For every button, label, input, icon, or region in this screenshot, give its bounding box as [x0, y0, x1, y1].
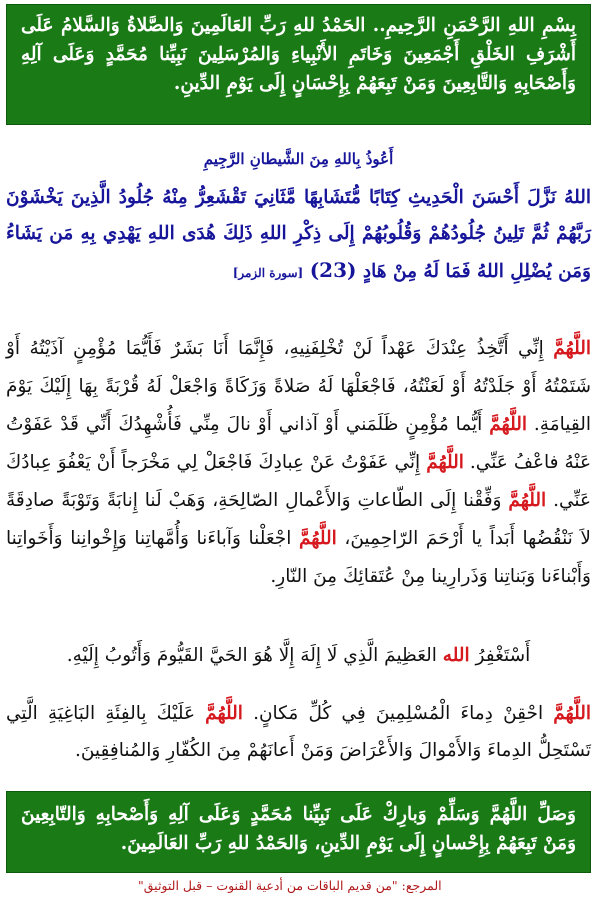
dua-text-2: أَيُّما مُؤْمِنٍ ظَلَمَني أَوْ آذاني أَوْ نالَ مِنِّي فَأُشْهِدُكَ أَنِّي قَدْ عَفَوْتُ عَنْهُ فاعْفُ عَنِّي. [6, 414, 591, 473]
allahumma-highlight: اللَّهُمَّ [508, 490, 547, 511]
allahumma-highlight: اللَّهُمَّ [426, 452, 464, 473]
dua-text-5: اجْعَلْنا وَآباءَنا وَأُمَّهاتِنا وَإِخْوانِنا وَأَخَواتِنا وَأَبْناءَنا وَبَناتِنا وَذَرارِينا مِنْ عُتَقائِكَ مِنَ النّارِ. [6, 528, 591, 587]
verse-number: (23) [309, 258, 357, 282]
dua-muslims-text-2: عَلَيْكَ بِالفِئَةِ البَاغِيَةِ الَّتِي تَسْتَحِلُّ الدِماءَ وَالأَمْوالَ وَالأَعْرَاضَ وَمَنْ أَعانَهُمْ مِنَ الكُفّارِ وَالمُنافِقِينَ. [6, 703, 591, 761]
surah-reference: [سورة الزمر] [232, 266, 304, 280]
allahumma-highlight: اللَّهُمَّ [553, 338, 591, 359]
quran-verse [6, 180, 591, 291]
dua-muslims-text-1: احْقِنْ دِماءَ الْمُسْلِمِينَ فِي كُلِّ مَكانٍ. [253, 703, 544, 724]
dua-text-1: إِنِّي أَتَّخِذُ عِنْدَكَ عَهْداً لَنْ تُخْلِفَنِيهِ، فَإِنَّمَا أَنَا بَشَرٌ فَأَيُّمَا مُؤْمِنٍ آذَيْتُهُ أَوْ شَتَمْتُهُ أَوْ جَلَدْتُهُ أَوْ لَعَنْتُهُ، فَاجْعَلْهَا لَهُ صَلاةً وَزَكَاةً وَاجْعَلْ لَهُ قُرْبَةً بِهَا إِلَيْكَ يَوْمَ القِيامَةِ. [6, 338, 591, 435]
allah-highlight: الله [442, 645, 470, 666]
allahumma-highlight: اللَّهُمَّ [205, 703, 243, 724]
dua-text-4: وَفِّقْنا إِلَى الطّاعاتِ وَالأَعْمالِ الصّالِحَةِ، وَهَبْ لَنا إِنابَةً وَتَوْبَةً صادِقَةً لاَ نَنْقُضُها أَبَداً يا أَرْحَمَ الرّاحِمِينَ، [6, 490, 591, 549]
quran-verse-text: اللهُ نَزَّلَ أَحْسَنَ الْحَدِيثِ كِتَابًا مُّتَشَابِهًا مَّثَانِيَ تَقْشَعِرُّ مِنْهُ جُلُودُ الَّذِينَ يَخْشَوْنَ رَبَّهُمْ ثُمَّ تَلِينُ جُلُودُهُمْ وَقُلُوبُهُمْ إِلَى ذِكْرِ اللهِ ذَلِكَ هُدَى اللهِ يَهْدِي بِهِ مَن يَشَاءُ وَمَن يُضْلِلِ اللهُ فَمَا لَهُ مِنْ هَادٍ [6, 187, 591, 282]
isti-adha-heading: أَعُوذُ بِاللهِ مِنَ الشَّيطانِ الرَّجِيمِ [203, 150, 394, 168]
source-reference: المرجع: "من قديم الباقات من أدعية القنوت – قبل التوثيق" [138, 878, 442, 893]
istighfar-end: العَظِيمَ الَّذِي لَا إِلَهَ إِلَّا هُوَ الحَيَّ القَيُّومَ وَأَتُوبُ إِلَيْهِ. [66, 645, 437, 666]
allahumma-highlight: اللَّهُمَّ [553, 703, 591, 724]
opening-praise-box [6, 4, 591, 125]
dua-text-3: إِنِّي عَفَوْتُ عَنْ عِبادِكَ فَاجْعَلْ لِي مَخْرَجاً أَنْ يَعْفُوَ عِبادُكَ عَنِّي. [6, 452, 591, 511]
istighfar-start: أَسْتَغْفِرُ [475, 645, 531, 666]
opening-praise-text: بِسْمِ اللهِ الرَّحْمَنِ الرَّحِيمِ.. الحَمْدُ للهِ رَبِّ العَالَمِينَ وَالصَّلاةُ وَالسَّلامُ عَلَى أَشْرَفِ الخَلْقِ أَجْمَعِينَ وَخَاتَمِ الأَنْبِياءِ وَالمُرْسَلِينَ نَبِيِّنا مُحَمَّدٍ وَعَلَى آلِهِ وَأَصْحَابِهِ وَالتَّابِعِينَ وَمَنْ تَبِعَهُمْ بِإِحْسَانٍ إِلَى يَوْمِ الدِّينِ. [21, 15, 576, 94]
allahumma-highlight: اللَّهُمَّ [489, 414, 527, 435]
dua-paragraph [6, 330, 591, 596]
dua-for-muslims [6, 695, 591, 769]
istighfar-line [6, 637, 591, 675]
closing-salawat-text: وَصَلِّ اللَّهُمَّ وَسَلِّمْ وَبارِكْ عَلَى نَبِيِّنا مُحَمَّدٍ وَعَلَى آلِهِ وَأَصْحابِهِ وَالتّابِعِينَ وَمَنْ تَبِعَهُمْ بِإِحْسانٍ إِلَى يَوْمِ الدِّينِ، وَالحَمْدُ للهِ رَبِّ العَالَمِينَ. [21, 804, 576, 854]
closing-salawat-box [6, 791, 591, 873]
allahumma-highlight: اللَّهُمَّ [298, 528, 337, 549]
